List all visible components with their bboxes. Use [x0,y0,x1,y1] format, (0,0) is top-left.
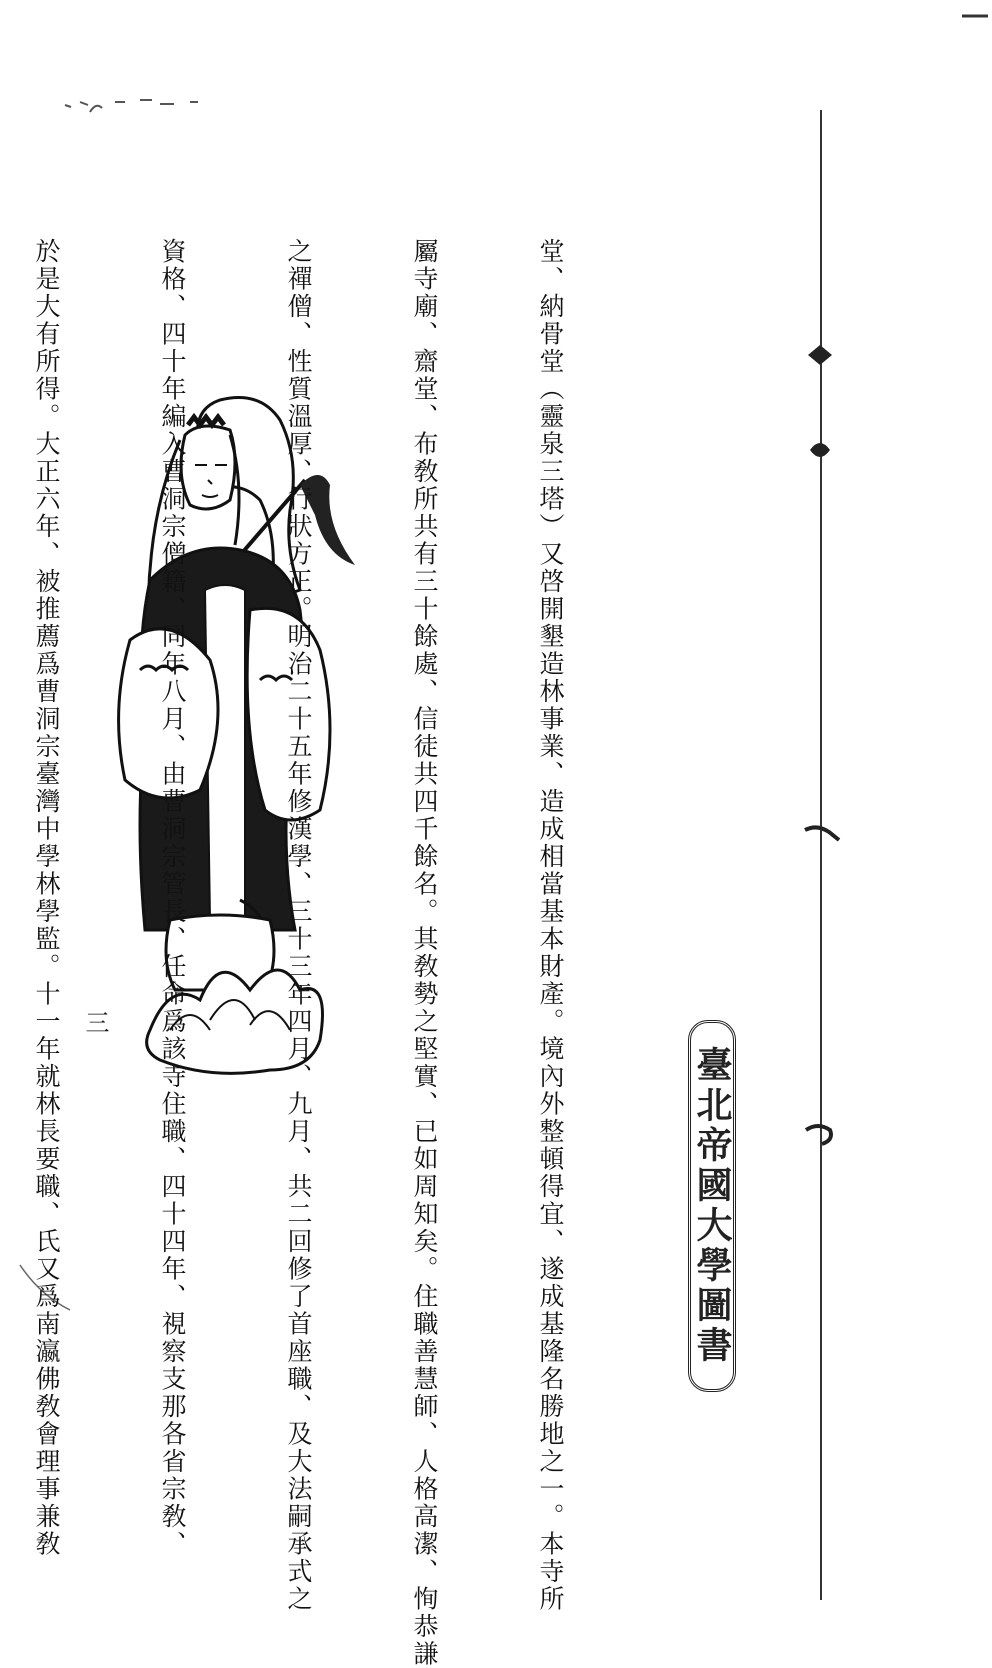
text-column: 資格、四十年編入曹洞宗僧籍、同年八月、由曹洞宗管長、任命爲該寺住職、四十四年、視察支那各省宗敎、 [158,238,187,1558]
library-seal [688,1020,736,1392]
text-column: 之禪僧、性質溫厚、行狀方正。明治二十五年修漢學、三十三年四月、九月、共二回修了首座職、及大法嗣承式之 [284,238,313,1613]
corner-mark [960,8,990,28]
body-text [32,238,655,1668]
binding-ornaments [800,330,860,1210]
text-column: 屬寺廟、齋堂、布敎所共有三十餘處、信徒共四千餘名。其敎勢之堅實、已如周知矣。住職善慧師、人格高潔、恂恭謙 [410,238,439,1668]
text-column: 堂、納骨堂（靈泉三塔）又啓開墾造林事業、造成相當基本財產。境內外整頓得宜、遂成基隆名勝地之一。本寺所 [536,238,565,1613]
seal-text: 臺北帝國大學圖書 [691,1046,733,1366]
page-number: 三 [81,1010,109,1034]
scan-specks [60,90,260,130]
text-column: 於是大有所得。大正六年、被推薦爲曹洞宗臺灣中學林學監。十一年就林長要職、氏又爲南瀛佛敎會理事兼敎 [32,238,61,1558]
